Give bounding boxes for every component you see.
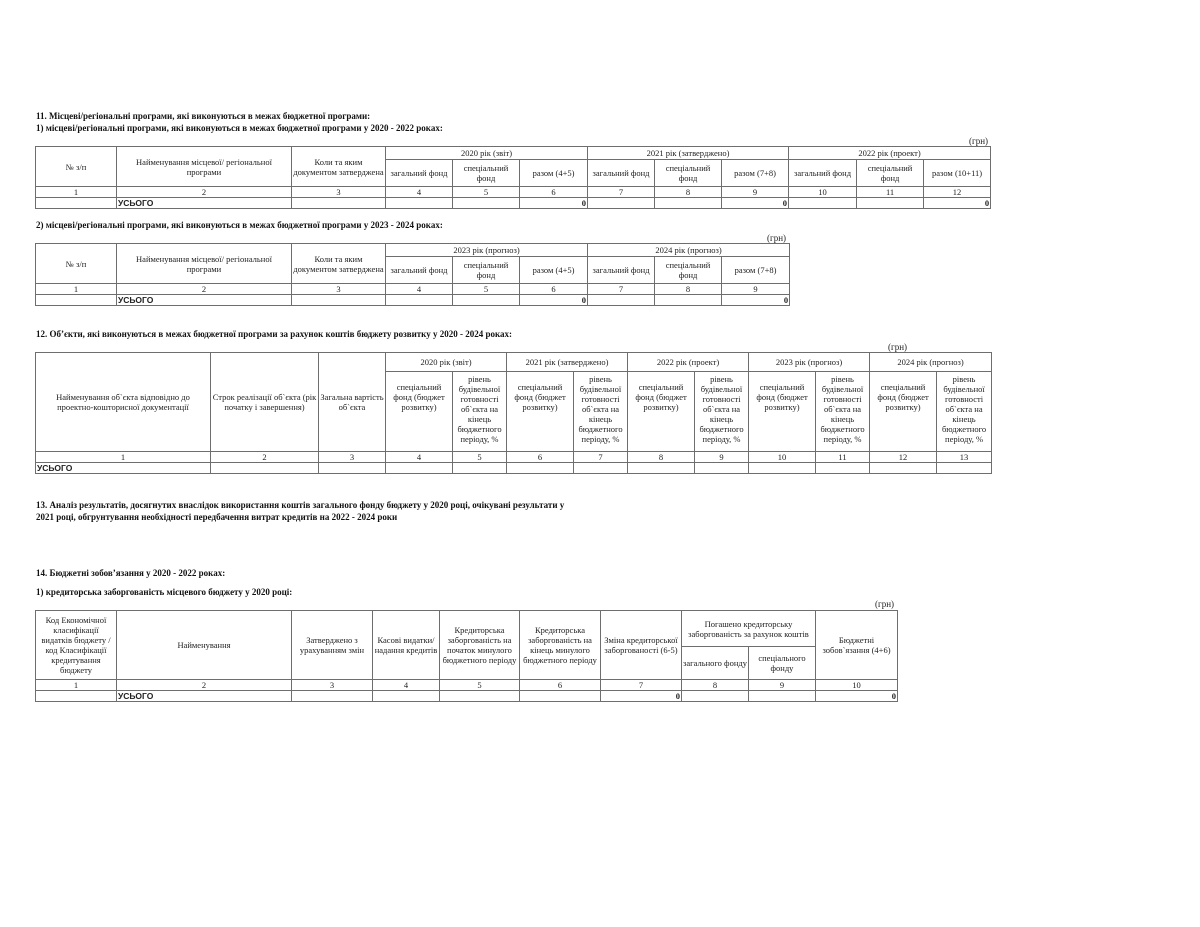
section-14-subtitle-1: 1) кредиторська заборгованість місцевого бюджету у 2020 році: [36,587,293,597]
col-num: 3 [292,284,386,295]
subheader-general-fund: загальний фонд [588,160,655,187]
section-12-title: 12. Об’єкти, які виконуються в межах бюджетної програми за рахунок коштів бюджету розвитку у 2020 - 2024 роках: [36,329,513,339]
header-budget-obligations: Бюджетні зобов`язання (4+6) [816,611,898,680]
subheader-readiness-level: рівень будівельної готовності об`єкта на кінець бюджетного періоду, % [574,372,628,452]
table-local-programs-2020-2022 [35,146,991,209]
empty-cell [574,463,628,474]
empty-cell [789,198,857,209]
col-num: 9 [722,284,790,295]
section-13-title-line-2: 2021 році, обгрунтування необхідності передбачення витрат кредитів на 2022 - 2024 роки [36,512,398,522]
empty-cell [816,463,870,474]
empty-cell [628,463,695,474]
subheader-readiness-level: рівень будівельної готовності об`єкта на кінець бюджетного періоду, % [695,372,749,452]
col-num: 8 [682,680,749,691]
header-year-2021: 2021 рік (затверджено) [507,353,628,372]
total-label: УСЬОГО [117,691,292,702]
table-accounts-payable-2020 [35,610,898,702]
empty-cell [292,691,373,702]
col-num: 3 [319,452,386,463]
empty-cell [520,691,601,702]
column-number-row [36,680,898,691]
total-label: УСЬОГО [36,463,211,474]
total-2020: 0 [520,198,588,209]
subheader-special-fund: спеціальний фонд [655,160,722,187]
empty-cell [319,463,386,474]
total-budget-obligations: 0 [816,691,898,702]
total-2022: 0 [924,198,991,209]
subheader-general-fund: загальний фонд [789,160,857,187]
header-year-2020: 2020 рік (звіт) [386,147,588,160]
header-total-cost: Загальна вартість об`єкта [319,353,386,452]
subheader-total: разом (7+8) [722,160,789,187]
empty-cell [386,198,453,209]
col-num: 8 [628,452,695,463]
col-num: 9 [749,680,816,691]
subheader-general-fund: загальний фонд [386,160,453,187]
header-year-2024: 2024 рік (прогноз) [870,353,992,372]
col-num: 1 [36,187,117,198]
empty-cell [588,295,655,306]
header-approved: Затверджено з урахуванням змін [292,611,373,680]
header-payable-change: Зміна кредиторської заборгованості (6-5) [601,611,682,680]
subheader-special-fund: спеціальний фонд [857,160,924,187]
header-year-2021: 2021 рік (затверджено) [588,147,789,160]
table-development-objects [35,352,992,474]
column-number-row [36,187,991,198]
empty-cell [507,463,574,474]
subheader-special-fund: спеціальний фонд (бюджет розвитку) [507,372,574,452]
col-num: 10 [816,680,898,691]
col-num: 11 [857,187,924,198]
total-2023: 0 [520,295,588,306]
column-number-row [36,452,992,463]
total-2021: 0 [722,198,789,209]
unit-label: (грн) [767,233,787,243]
subheader-general-fund: загальний фонд [386,257,453,284]
col-num: 8 [655,187,722,198]
header-payable-end: Кредиторська заборгованість на кінець минулого бюджетного періоду [520,611,601,680]
col-num: 8 [655,284,722,295]
col-num: 4 [373,680,440,691]
total-row [36,295,790,306]
col-num: 2 [117,284,292,295]
col-num: 11 [816,452,870,463]
header-repaid-payable: Погашено кредиторську заборгованість за рахунок коштів [682,611,816,647]
subheader-special-fund: спеціальний фонд (бюджет розвитку) [628,372,695,452]
col-num: 5 [453,284,520,295]
header-number: № з/п [36,244,117,284]
total-label: УСЬОГО [117,198,292,209]
col-num: 1 [36,680,117,691]
col-num: 6 [520,680,601,691]
total-row [36,463,992,474]
empty-cell [36,691,117,702]
header-implementation-term: Строк реалізації об`єкта (рік початку і завершення) [211,353,319,452]
col-num: 2 [117,680,292,691]
empty-cell [292,295,386,306]
empty-cell [373,691,440,702]
subheader-general-fund: загального фонду [682,647,749,680]
empty-cell [937,463,992,474]
total-payable-change: 0 [601,691,682,702]
total-2024: 0 [722,295,790,306]
subheader-readiness-level: рівень будівельної готовності об`єкта на кінець бюджетного періоду, % [937,372,992,452]
empty-cell [588,198,655,209]
col-num: 4 [386,452,453,463]
col-num: 7 [574,452,628,463]
header-year-2022: 2022 рік (проект) [628,353,749,372]
section-13-title-line-1: 13. Аналіз результатів, досягнутих внаслідок використання коштів загального фонду бюджету у 2020 році, очікувані результати у [36,500,565,510]
col-num: 2 [117,187,292,198]
col-num: 1 [36,284,117,295]
col-num: 1 [36,452,211,463]
empty-cell [655,295,722,306]
header-year-2020: 2020 рік (звіт) [386,353,507,372]
empty-cell [749,691,816,702]
col-num: 7 [601,680,682,691]
empty-cell [292,198,386,209]
col-num: 6 [520,284,588,295]
unit-label: (грн) [875,599,895,609]
subheader-general-fund: загальний фонд [588,257,655,284]
col-num: 7 [588,187,655,198]
col-num: 10 [749,452,816,463]
column-number-row [36,284,790,295]
col-num: 4 [386,284,453,295]
header-object-name: Найменування об`єкта відповідно до проектно-кошторисної документації [36,353,211,452]
subheader-readiness-level: рівень будівельної готовності об`єкта на кінець бюджетного періоду, % [816,372,870,452]
unit-label: (грн) [969,136,989,146]
empty-cell [386,463,453,474]
header-program-name: Найменування місцевої/ регіональної програми [117,147,292,187]
empty-cell [386,295,453,306]
header-year-2024: 2024 рік (прогноз) [588,244,790,257]
subheader-total: разом (10+11) [924,160,991,187]
header-year-2023: 2023 рік (прогноз) [749,353,870,372]
col-num: 3 [292,680,373,691]
col-num: 5 [453,452,507,463]
section-14-title: 14. Бюджетні зобов’язання у 2020 - 2022 роках: [36,568,226,578]
total-label: УСЬОГО [117,295,292,306]
subheader-total: разом (7+8) [722,257,790,284]
header-approval-document: Коли та яким документом затверджена [292,244,386,284]
col-num: 3 [292,187,386,198]
header-number: № з/п [36,147,117,187]
subheader-special-fund: спеціальний фонд (бюджет розвитку) [386,372,453,452]
header-program-name: Найменування місцевої/ регіональної програми [117,244,292,284]
empty-cell [655,198,722,209]
col-num: 13 [937,452,992,463]
col-num: 4 [386,187,453,198]
section-11-subtitle-2: 2) місцеві/регіональні програми, які виконуються в межах бюджетної програми у 2023 - 2024 роках: [36,220,443,230]
header-year-2022: 2022 рік (проект) [789,147,991,160]
empty-cell [870,463,937,474]
unit-label: (грн) [888,342,908,352]
empty-cell [682,691,749,702]
empty-cell [695,463,749,474]
empty-cell [36,295,117,306]
col-num: 12 [870,452,937,463]
empty-cell [440,691,520,702]
empty-cell [211,463,319,474]
subheader-total: разом (4+5) [520,160,588,187]
subheader-total: разом (4+5) [520,257,588,284]
section-11-subtitle-1: 1) місцеві/регіональні програми, які виконуються в межах бюджетної програми у 2020 - 2022 роках: [36,123,443,133]
col-num: 6 [507,452,574,463]
col-num: 2 [211,452,319,463]
subheader-readiness-level: рівень будівельної готовності об`єкта на кінець бюджетного періоду, % [453,372,507,452]
total-row [36,198,991,209]
col-num: 9 [722,187,789,198]
subheader-special-fund: спеціального фонду [749,647,816,680]
col-num: 7 [588,284,655,295]
col-num: 6 [520,187,588,198]
header-name: Найменування [117,611,292,680]
header-payable-start: Кредиторська заборгованість на початок минулого бюджетного періоду [440,611,520,680]
empty-cell [453,295,520,306]
col-num: 5 [453,187,520,198]
table-local-programs-2023-2024 [35,243,790,306]
subheader-special-fund: спеціальний фонд (бюджет розвитку) [749,372,816,452]
col-num: 5 [440,680,520,691]
header-year-2023: 2023 рік (прогноз) [386,244,588,257]
section-11-title: 11. Місцеві/регіональні програми, які виконуються в межах бюджетної програми: [36,111,371,121]
col-num: 12 [924,187,991,198]
col-num: 10 [789,187,857,198]
subheader-special-fund: спеціальний фонд [453,160,520,187]
empty-cell [453,198,520,209]
empty-cell [749,463,816,474]
empty-cell [857,198,924,209]
subheader-special-fund: спеціальний фонд (бюджет розвитку) [870,372,937,452]
total-row [36,691,898,702]
header-cash-expenses: Касові видатки/ надання кредитів [373,611,440,680]
col-num: 9 [695,452,749,463]
subheader-special-fund: спеціальний фонд [655,257,722,284]
empty-cell [453,463,507,474]
empty-cell [36,198,117,209]
header-approval-document: Коли та яким документом затверджена [292,147,386,187]
header-economic-code: Код Економічної класифікації видатків бюджету / код Класифікації кредитування бюджету [36,611,117,680]
subheader-special-fund: спеціальний фонд [453,257,520,284]
